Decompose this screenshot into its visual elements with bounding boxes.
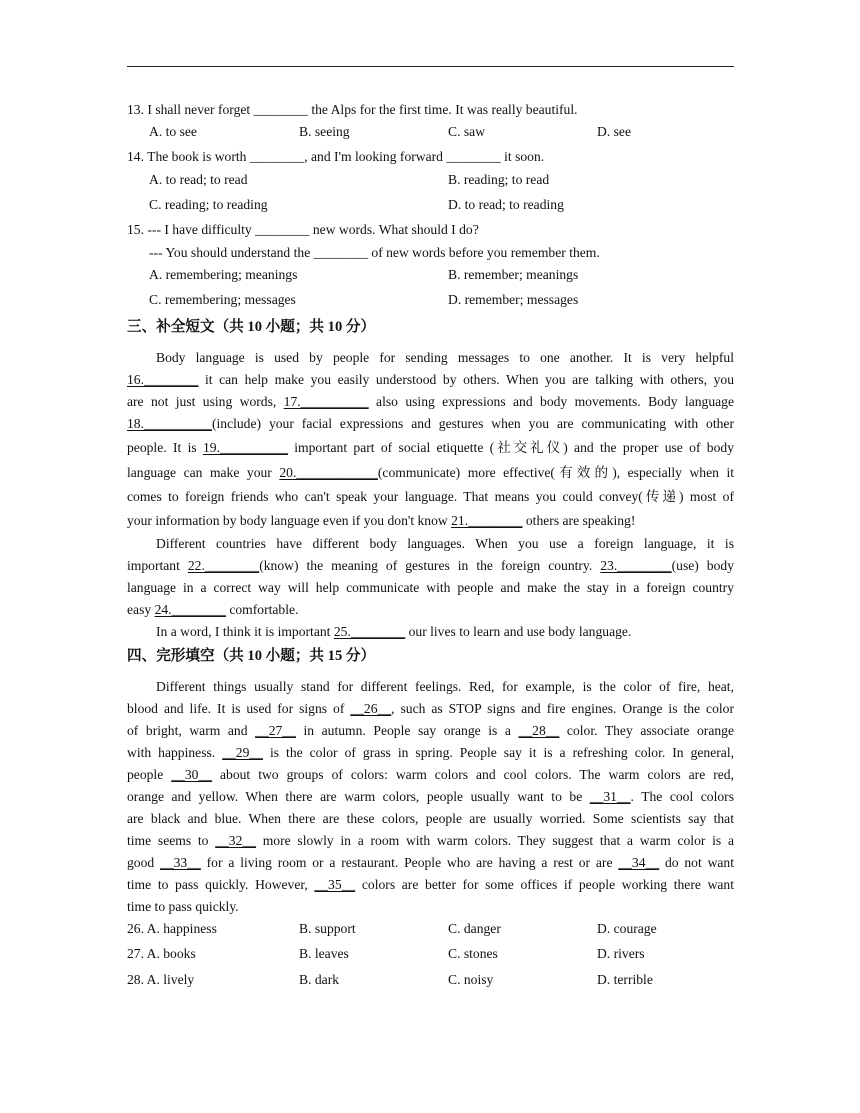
q14-option-c: C. reading; to reading (149, 197, 268, 212)
s3-p2-line4: easy 24.________ comfortable. (127, 602, 299, 617)
blank-24: 24.________ (154, 602, 226, 617)
s4-p1-line4: with happiness. __29__ is the color of grass in spring. People say it is a refreshing color. In general, (127, 745, 734, 760)
blank-31: __31__ (589, 789, 631, 804)
q26-option-d: D. courage (597, 921, 657, 936)
s4-p1-line7: are black and blue. When there are these colors, people are usually worried. Some scientists say that (127, 811, 734, 826)
s3-p1-line3: are not just using words, 17.__________ also using expressions and body movements. Body language (127, 394, 734, 409)
q13-option-c: C. saw (448, 124, 486, 139)
s3-p1-line1: Body language is used by people for sending messages to one another. It is very helpful (156, 350, 734, 365)
question-14-stem: 14. The book is worth ________, and I'm looking forward ________ it soon. (127, 149, 545, 164)
q13-option-d: D. see (597, 124, 631, 139)
q15-option-d: D. remember; messages (448, 292, 579, 307)
q27-option-b: B. leaves (299, 946, 349, 961)
s4-p1-line8: time seems to __32__ more slowly in a room with warm colors. They suggest that a warm color is a (127, 833, 735, 848)
blank-23: 23.________ (600, 558, 672, 573)
blank-22: 22.________ (187, 558, 260, 573)
q14-option-b: B. reading; to read (448, 172, 550, 187)
s3-p3-line1: In a word, I think it is important 25.________ our lives to learn and use body language. (156, 624, 632, 639)
q28-option-c: C. noisy (448, 972, 494, 987)
s4-p1-line5: people __30__ about two groups of colors: warm colors and cool colors. The warm colors are red, (127, 767, 734, 782)
q28-option-a: 28. A. lively (127, 972, 195, 987)
q15-option-c: C. remembering; messages (149, 292, 296, 307)
q26-option-b: B. support (299, 921, 356, 936)
blank-28: __28__ (518, 723, 560, 738)
s4-p1-line2: blood and life. It is used for signs of __26__, such as STOP signs and fire engines. Orange is the color (127, 701, 734, 716)
q15-option-b: B. remember; meanings (448, 267, 579, 282)
question-13-stem: 13. I shall never forget ________ the Alps for the first time. It was really beautiful. (127, 102, 578, 117)
blank-26: __26__ (350, 701, 392, 716)
s3-p1-line5: people. It is 19.__________ important part of social etiquette (社交礼仪) and the proper use of body (127, 440, 734, 455)
s4-p1-line10: time to pass quickly. However, __35__ colors are better for some offices if people working there want (127, 877, 734, 892)
s3-p2-line2: important 22.________(know) the meaning of gestures in the foreign country. 23.________(use) body (127, 558, 734, 573)
q28-option-d: D. terrible (597, 972, 653, 987)
q13-option-a: A. to see (149, 124, 197, 139)
blank-33: __33__ (160, 855, 201, 870)
s4-p1-line9: good __33__ for a living room or a restaurant. People who are having a rest or are __34__ do not want (127, 855, 734, 870)
blank-35: __35__ (314, 877, 356, 892)
blank-27: __27__ (255, 723, 296, 738)
blank-20: 20.____________ (279, 465, 378, 480)
q26-option-a: 26. A. happiness (127, 921, 217, 936)
s3-p1-line2: 16.________ it can help make you easily understood by others. When you are talking with others, you (127, 372, 734, 387)
blank-30: __30__ (171, 767, 213, 782)
s3-p2-line3: language in a correct way will help communicate with people and make the stay in a foreign country (127, 580, 734, 595)
s4-p1-line11: time to pass quickly. (127, 899, 239, 914)
q15-option-a: A. remembering; meanings (149, 267, 298, 282)
s4-p1-line6: orange and yellow. When there are warm colors, people usually want to be __31__. The cool colors (127, 789, 734, 804)
section-3-heading: 三、补全短文（共 10 小题；共 10 分） (127, 319, 376, 335)
blank-21: 21.________ (451, 513, 523, 528)
q14-option-a: A. to read; to read (149, 172, 248, 187)
s3-p1-line7: comes to foreign friends who can't speak your language. That means you could convey(传递) most of (127, 489, 734, 504)
blank-17: 17.__________ (283, 394, 369, 409)
blank-25: 25.________ (333, 624, 406, 639)
q28-option-b: B. dark (299, 972, 340, 987)
s3-p1-line8: your information by body language even if you don't know 21.________ others are speaking! (127, 513, 636, 528)
s3-p2-line1: Different countries have different body languages. When you use a foreign language, it is (156, 536, 734, 551)
q27-option-c: C. stones (448, 946, 498, 961)
q26-option-c: C. danger (448, 921, 501, 936)
s3-p1-line4: 18.__________(include) your facial expressions and gestures when you are communicating with other (127, 416, 734, 431)
question-15-stem2: --- You should understand the ________ of new words before you remember them. (149, 245, 600, 260)
section-4-heading: 四、完形填空（共 10 小题；共 15 分） (127, 648, 376, 664)
blank-16: 16.________ (127, 372, 199, 387)
blank-19: 19.__________ (202, 440, 288, 455)
question-15-stem: 15. --- I have difficulty ________ new words. What should I do? (127, 222, 479, 237)
s3-p1-line6: language can make your 20.____________(communicate) more effective(有效的), especially when it (127, 465, 734, 480)
q13-option-b: B. seeing (299, 124, 350, 139)
q27-option-d: D. rivers (597, 946, 645, 961)
q14-option-d: D. to read; to reading (448, 197, 564, 212)
q27-option-a: 27. A. books (127, 946, 196, 961)
blank-29: __29__ (222, 745, 263, 760)
blank-18: 18.__________ (127, 416, 212, 431)
s4-p1-line3: of bright, warm and __27__ in autumn. People say orange is a __28__ color. They associate orange (127, 723, 734, 738)
blank-32: __32__ (215, 833, 256, 848)
header-rule (127, 66, 734, 67)
blank-34: __34__ (618, 855, 660, 870)
s4-p1-line1: Different things usually stand for different feelings. Red, for example, is the color of fire, heat, (156, 679, 734, 694)
